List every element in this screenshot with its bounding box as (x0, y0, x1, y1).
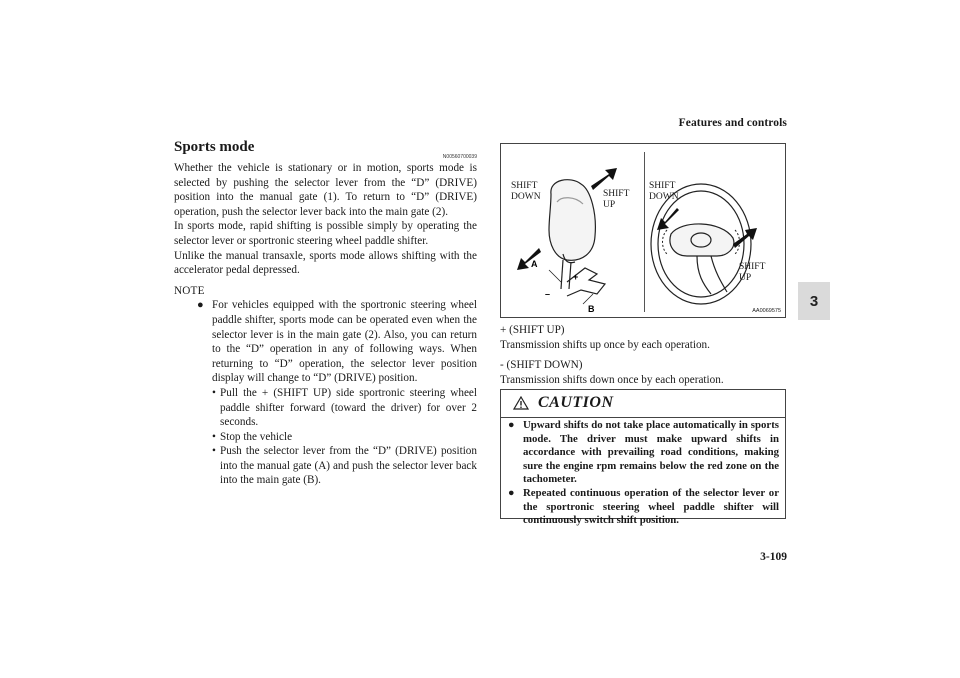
figure-code: AA0069575 (752, 308, 781, 314)
note-sub-item-3 (212, 444, 477, 488)
sub-bullet-icon: • (212, 445, 216, 458)
shift-down-desc: Transmission shifts down once by each operation. (500, 373, 724, 386)
caution-title: CAUTION (538, 394, 614, 411)
section-code: N00560700039 (442, 154, 477, 160)
shift-illustration (500, 143, 786, 318)
note-sub-item-1 (212, 386, 477, 430)
left-column (174, 138, 477, 488)
gate-label-b: B (588, 304, 595, 314)
left-shift-up-label: SHIFT UP (603, 189, 630, 210)
gate-label-a: A (531, 259, 538, 269)
sub-bullet-icon: • (212, 430, 216, 443)
note-text: For vehicles equipped with the sportronic steering wheel paddle shifter, sports mode can be operated even when the selector lever is in the main gate (2). Also, you can return to the “D” operation in any of following ways. When returning to “D” operation, the selector lever position display will change to “D” (DRIVE) position. (212, 299, 477, 385)
shift-up-block (500, 323, 790, 352)
gate-label-minus: – (545, 289, 551, 299)
caution-text-2: Repeated continuous operation of the selector lever or the sportronic steering wheel paddle shifter will continuously switch shift position. (523, 486, 779, 527)
caution-text-1: Upward shifts do not take place automatically in sports mode. The driver must make upward shifts in accordance with prevailing road conditions, making sure the engine rpm remains below the red zone on the tachometer. (523, 419, 779, 486)
caution-body (501, 419, 785, 528)
figure-divider (644, 152, 645, 312)
note-label: NOTE (174, 284, 205, 297)
shift-down-title: - (SHIFT DOWN) (500, 359, 583, 371)
note-sub-item-2 (212, 430, 477, 445)
caution-item-1 (501, 419, 785, 487)
paddle-arrow-down-icon (657, 208, 679, 230)
shift-arrow-up-icon (591, 168, 617, 190)
paddle-arrow-up-icon (733, 228, 757, 248)
shift-down-block (500, 358, 790, 387)
caution-item-2 (501, 487, 785, 528)
right-shift-down-label: SHIFT DOWN (649, 181, 679, 202)
left-shift-down-label: SHIFT DOWN (511, 181, 541, 202)
caution-header (501, 390, 785, 418)
right-shift-up-label: SHIFT UP (739, 262, 766, 283)
bullet-icon: ● (197, 299, 204, 312)
note-sub-text-2: Stop the vehicle (220, 430, 293, 443)
paragraph-2: In sports mode, rapid shifting is possible simply by operating the selector lever or sportronic steering wheel paddle shifter. (174, 220, 477, 247)
note-item (174, 298, 477, 488)
shift-up-title: + (SHIFT UP) (500, 324, 565, 336)
sub-bullet-icon: • (212, 386, 216, 399)
section-title: Sports mode (174, 139, 255, 155)
bullet-icon: ● (508, 486, 515, 499)
note-sub-text-3: Push the selector lever from the “D” (DRIVE) position into the manual gate (A) and push the selector lever back into the main gate (B). (220, 445, 477, 487)
gate-label-plus: + (573, 272, 579, 282)
page-number: 3-109 (760, 551, 787, 563)
page-header: Features and controls (678, 117, 787, 129)
chapter-tab: 3 (798, 282, 830, 320)
note-sub-text-1: Pull the + (SHIFT UP) side sportronic steering wheel paddle shifter forward (toward the driver) for over 2 seconds. (220, 386, 477, 429)
caution-box (500, 389, 786, 527)
paragraph-3: Unlike the manual transaxle, sports mode allows shifting with the accelerator pedal depressed. (174, 249, 477, 277)
bullet-icon: ● (508, 419, 515, 431)
paragraph-1: Whether the vehicle is stationary or in motion, sports mode is selected by pushing the selector lever from the “D” (DRIVE) position into the manual gate (1). To return to “D” (DRIVE) operation, push the selector lever back into the main gate (2). (174, 162, 477, 218)
shift-up-desc: Transmission shifts up once by each operation. (500, 338, 710, 351)
warning-triangle-icon (513, 396, 529, 410)
